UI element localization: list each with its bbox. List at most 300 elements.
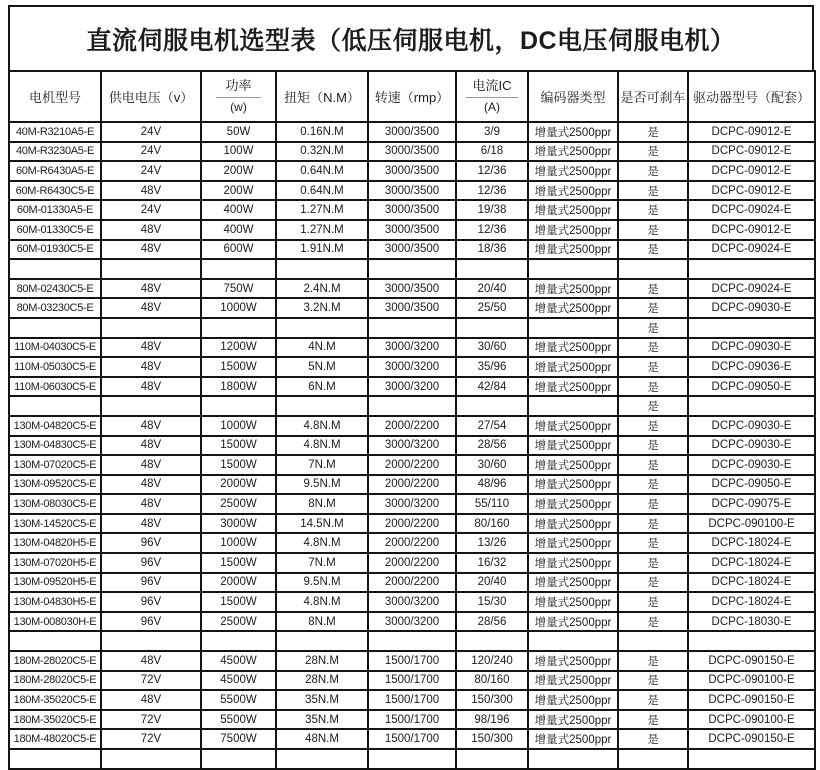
cell-current: 28/56 [456,612,528,632]
cell-voltage: 96V [101,553,201,573]
cell-brake: 是 [618,514,688,534]
cell-brake: 是 [618,200,688,220]
cell-voltage: 96V [101,533,201,553]
header-main-label: 电流IC [466,78,517,97]
cell-current: 19/38 [456,200,528,220]
cell-torque [276,631,368,651]
cell-current: 150/300 [456,729,528,749]
table-row [9,514,815,534]
cell-model: 130M-07020C5-E [9,455,101,475]
cell-power: 750W [201,279,276,299]
cell-model [9,318,101,338]
cell-power: 1000W [201,416,276,436]
cell-brake: 是 [618,240,688,260]
cell-torque: 7N.M [276,455,368,475]
cell-power [201,749,276,769]
cell-speed [368,259,456,279]
cell-torque [276,259,368,279]
cell-voltage: 48V [101,240,201,260]
cell-current: 42/84 [456,377,528,397]
cell-brake: 是 [618,181,688,201]
table-row [9,533,815,553]
cell-voltage: 48V [101,475,201,495]
table-row [9,240,815,260]
cell-model: 110M-04030C5-E [9,338,101,358]
table-row [9,298,815,318]
cell-speed [368,749,456,769]
cell-driver: DCPC-09012-E [688,220,815,240]
column-header-brake: 是否可刹车 [618,71,688,122]
cell-speed: 1500/1700 [368,690,456,710]
cell-voltage: 48V [101,338,201,358]
cell-model: 130M-09520C5-E [9,475,101,495]
cell-power: 5500W [201,690,276,710]
table-row [9,475,815,495]
cell-voltage: 48V [101,181,201,201]
cell-brake: 是 [618,357,688,377]
cell-voltage: 72V [101,671,201,691]
cell-speed: 3000/3200 [368,357,456,377]
cell-driver: DCPC-09012-E [688,161,815,181]
cell-voltage [101,396,201,416]
cell-model: 60M-01330A5-E [9,200,101,220]
cell-voltage: 48V [101,494,201,514]
table-row [9,592,815,612]
cell-encoder [528,631,618,651]
cell-voltage: 48V [101,298,201,318]
cell-torque: 2.4N.M [276,279,368,299]
cell-encoder: 增量式2500ppr [528,122,618,142]
column-header-current [456,71,528,122]
two-line-header [202,78,275,114]
cell-power: 1000W [201,533,276,553]
cell-brake: 是 [618,573,688,593]
cell-model: 130M-008030H-E [9,612,101,632]
cell-brake: 是 [618,612,688,632]
table-row [9,729,815,749]
cell-driver: DCPC-090100-E [688,671,815,691]
cell-encoder: 增量式2500ppr [528,377,618,397]
cell-driver: DCPC-09012-E [688,181,815,201]
cell-model: 180M-28020C5-E [9,671,101,691]
cell-voltage: 48V [101,416,201,436]
cell-voltage: 24V [101,161,201,181]
cell-torque: 9.5N.M [276,475,368,495]
cell-torque: 35N.M [276,690,368,710]
cell-power: 1500W [201,553,276,573]
cell-power: 5500W [201,710,276,730]
cell-encoder [528,318,618,338]
cell-brake: 是 [618,671,688,691]
table-row [9,142,815,162]
cell-brake: 是 [618,710,688,730]
cell-driver: DCPC-09075-E [688,494,815,514]
cell-power: 3000W [201,514,276,534]
table-row [9,357,815,377]
cell-driver [688,318,815,338]
column-header-driver: 驱动器型号（配套） [688,71,815,122]
cell-model: 80M-03230C5-E [9,298,101,318]
table-row [9,455,815,475]
cell-model: 60M-01930C5-E [9,240,101,260]
cell-power: 4500W [201,651,276,671]
cell-speed: 2000/2200 [368,455,456,475]
cell-voltage: 96V [101,592,201,612]
cell-speed: 1500/1700 [368,710,456,730]
cell-power: 4500W [201,671,276,691]
cell-torque: 5N.M [276,357,368,377]
cell-torque: 4.8N.M [276,416,368,436]
column-header-torque: 扭矩（N.M） [276,71,368,122]
header-unit-label: (w) [230,99,247,114]
cell-voltage: 48V [101,690,201,710]
cell-encoder: 增量式2500ppr [528,279,618,299]
cell-driver: DCPC-09036-E [688,357,815,377]
cell-current: 28/56 [456,436,528,456]
cell-brake: 是 [618,455,688,475]
cell-power: 2000W [201,573,276,593]
cell-voltage: 48V [101,514,201,534]
cell-torque: 9.5N.M [276,573,368,593]
cell-current: 12/36 [456,220,528,240]
cell-torque [276,396,368,416]
cell-encoder: 增量式2500ppr [528,240,618,260]
cell-power: 600W [201,240,276,260]
cell-brake: 是 [618,416,688,436]
cell-speed: 2000/2200 [368,416,456,436]
cell-power: 200W [201,181,276,201]
cell-model: 60M-R6430C5-E [9,181,101,201]
cell-current: 16/32 [456,553,528,573]
cell-current: 98/196 [456,710,528,730]
cell-speed: 3000/3500 [368,200,456,220]
cell-model [9,631,101,651]
cell-power: 400W [201,220,276,240]
two-line-header [457,78,527,114]
cell-torque: 48N.M [276,729,368,749]
cell-model [9,749,101,769]
cell-speed [368,396,456,416]
cell-speed: 1500/1700 [368,729,456,749]
cell-brake: 是 [618,122,688,142]
cell-power: 2500W [201,612,276,632]
cell-model: 130M-04820C5-E [9,416,101,436]
cell-current: 30/60 [456,455,528,475]
cell-speed: 3000/3200 [368,494,456,514]
cell-voltage: 72V [101,729,201,749]
cell-driver: DCPC-18024-E [688,592,815,612]
cell-voltage: 48V [101,651,201,671]
cell-brake: 是 [618,475,688,495]
cell-speed: 3000/3500 [368,279,456,299]
cell-brake: 是 [618,377,688,397]
cell-driver: DCPC-09012-E [688,122,815,142]
cell-power: 1000W [201,298,276,318]
table-row [9,612,815,632]
cell-brake: 是 [618,396,688,416]
cell-voltage: 24V [101,142,201,162]
table-row [9,690,815,710]
motor-selection-sheet [8,5,814,770]
cell-current: 20/40 [456,573,528,593]
cell-speed: 3000/3500 [368,181,456,201]
table-header [9,71,815,122]
cell-speed: 1500/1700 [368,651,456,671]
cell-driver [688,396,815,416]
cell-encoder [528,259,618,279]
cell-torque: 4.8N.M [276,533,368,553]
cell-torque: 1.91N.M [276,240,368,260]
cell-current: 12/36 [456,161,528,181]
cell-encoder: 增量式2500ppr [528,533,618,553]
cell-driver [688,631,815,651]
cell-driver: DCPC-18024-E [688,533,815,553]
cell-encoder: 增量式2500ppr [528,710,618,730]
table-row [9,279,815,299]
cell-brake: 是 [618,651,688,671]
cell-brake: 是 [618,729,688,749]
cell-driver: DCPC-090100-E [688,514,815,534]
cell-model: 130M-04830H5-E [9,592,101,612]
cell-torque: 4.8N.M [276,436,368,456]
cell-speed: 2000/2200 [368,553,456,573]
cell-speed: 2000/2200 [368,573,456,593]
cell-speed: 2000/2200 [368,533,456,553]
cell-driver [688,259,815,279]
cell-voltage: 96V [101,573,201,593]
cell-torque: 0.64N.M [276,181,368,201]
cell-power: 50W [201,122,276,142]
cell-brake: 是 [618,318,688,338]
cell-brake: 是 [618,533,688,553]
separator-row [9,749,815,769]
cell-current: 13/26 [456,533,528,553]
header-row [9,71,815,122]
cell-torque: 8N.M [276,612,368,632]
cell-encoder: 增量式2500ppr [528,475,618,495]
table-row [9,436,815,456]
cell-brake [618,259,688,279]
cell-model: 40M-R3210A5-E [9,122,101,142]
cell-model: 130M-08030C5-E [9,494,101,514]
cell-current: 25/50 [456,298,528,318]
header-unit-label: (A) [484,99,500,114]
cell-power [201,259,276,279]
cell-driver: DCPC-09050-E [688,475,815,495]
cell-voltage [101,318,201,338]
cell-brake: 是 [618,553,688,573]
table-row [9,377,815,397]
cell-encoder: 增量式2500ppr [528,357,618,377]
cell-current: 3/9 [456,122,528,142]
cell-power: 7500W [201,729,276,749]
cell-speed [368,318,456,338]
cell-torque: 0.16N.M [276,122,368,142]
cell-encoder: 增量式2500ppr [528,651,618,671]
cell-driver: DCPC-18024-E [688,553,815,573]
cell-current: 20/40 [456,279,528,299]
cell-speed: 3000/3500 [368,161,456,181]
cell-encoder: 增量式2500ppr [528,416,618,436]
cell-brake: 是 [618,142,688,162]
cell-torque: 35N.M [276,710,368,730]
cell-torque: 0.64N.M [276,161,368,181]
column-header-encoder: 编码器类型 [528,71,618,122]
cell-driver: DCPC-09024-E [688,240,815,260]
cell-brake: 是 [618,161,688,181]
cell-current: 48/96 [456,475,528,495]
cell-power: 2000W [201,475,276,495]
cell-encoder: 增量式2500ppr [528,220,618,240]
column-header-model: 电机型号 [9,71,101,122]
table-row [9,651,815,671]
cell-current: 15/30 [456,592,528,612]
separator-row [9,396,815,416]
cell-driver: DCPC-09050-E [688,377,815,397]
cell-power: 400W [201,200,276,220]
cell-encoder: 增量式2500ppr [528,436,618,456]
cell-encoder: 增量式2500ppr [528,181,618,201]
cell-speed: 3000/3500 [368,298,456,318]
separator-row [9,318,815,338]
cell-encoder: 增量式2500ppr [528,298,618,318]
cell-speed: 3000/3200 [368,338,456,358]
cell-speed: 3000/3500 [368,220,456,240]
cell-power: 1500W [201,592,276,612]
column-header-power [201,71,276,122]
cell-driver: DCPC-090100-E [688,710,815,730]
cell-brake: 是 [618,338,688,358]
cell-brake: 是 [618,298,688,318]
cell-brake: 是 [618,690,688,710]
table-row [9,710,815,730]
cell-driver: DCPC-09012-E [688,142,815,162]
cell-torque: 1.27N.M [276,200,368,220]
cell-torque: 4N.M [276,338,368,358]
cell-torque: 14.5N.M [276,514,368,534]
cell-torque [276,749,368,769]
table-row [9,181,815,201]
cell-power: 1500W [201,436,276,456]
cell-driver: DCPC-09030-E [688,338,815,358]
cell-torque: 7N.M [276,553,368,573]
cell-brake [618,631,688,651]
cell-model: 130M-14520C5-E [9,514,101,534]
cell-power: 1500W [201,455,276,475]
cell-model: 60M-01330C5-E [9,220,101,240]
table-row [9,573,815,593]
table-row [9,161,815,181]
cell-encoder: 增量式2500ppr [528,142,618,162]
cell-voltage: 48V [101,279,201,299]
cell-model: 80M-02430C5-E [9,279,101,299]
cell-speed: 1500/1700 [368,671,456,691]
cell-current: 12/36 [456,181,528,201]
cell-encoder [528,396,618,416]
cell-power: 200W [201,161,276,181]
table-row [9,671,815,691]
cell-model: 130M-07020H5-E [9,553,101,573]
cell-encoder: 增量式2500ppr [528,338,618,358]
cell-encoder: 增量式2500ppr [528,553,618,573]
cell-voltage: 72V [101,710,201,730]
cell-current [456,396,528,416]
cell-encoder [528,749,618,769]
table-row [9,553,815,573]
cell-driver: DCPC-09024-E [688,279,815,299]
cell-brake: 是 [618,592,688,612]
table-row [9,122,815,142]
cell-voltage [101,631,201,651]
cell-current: 27/54 [456,416,528,436]
cell-power: 1200W [201,338,276,358]
table-body [9,122,815,769]
cell-power [201,631,276,651]
cell-torque: 28N.M [276,671,368,691]
cell-current: 30/60 [456,338,528,358]
column-header-speed: 转速（rmp） [368,71,456,122]
cell-driver: DCPC-090150-E [688,690,815,710]
cell-current: 55/110 [456,494,528,514]
cell-driver: DCPC-090150-E [688,729,815,749]
cell-torque: 0.32N.M [276,142,368,162]
cell-current: 35/96 [456,357,528,377]
cell-voltage: 24V [101,122,201,142]
cell-driver: DCPC-090150-E [688,651,815,671]
table-row [9,494,815,514]
cell-driver: DCPC-09030-E [688,416,815,436]
cell-voltage: 96V [101,612,201,632]
cell-encoder: 增量式2500ppr [528,592,618,612]
cell-voltage: 48V [101,436,201,456]
cell-speed: 3000/3200 [368,612,456,632]
cell-speed: 3000/3200 [368,377,456,397]
cell-driver: DCPC-09030-E [688,298,815,318]
cell-brake: 是 [618,436,688,456]
cell-driver: DCPC-09024-E [688,200,815,220]
cell-encoder: 增量式2500ppr [528,573,618,593]
cell-encoder: 增量式2500ppr [528,200,618,220]
cell-torque: 1.27N.M [276,220,368,240]
cell-encoder: 增量式2500ppr [528,690,618,710]
cell-encoder: 增量式2500ppr [528,729,618,749]
cell-brake: 是 [618,494,688,514]
table-row [9,338,815,358]
cell-speed: 2000/2200 [368,475,456,495]
cell-power: 1800W [201,377,276,397]
cell-voltage: 24V [101,200,201,220]
cell-model [9,259,101,279]
cell-speed: 3000/3500 [368,240,456,260]
cell-power: 1500W [201,357,276,377]
cell-model: 130M-09520H5-E [9,573,101,593]
cell-encoder: 增量式2500ppr [528,671,618,691]
cell-driver: DCPC-09030-E [688,455,815,475]
cell-current [456,259,528,279]
cell-model: 180M-35020C5-E [9,690,101,710]
separator-row [9,259,815,279]
cell-speed: 3000/3500 [368,142,456,162]
cell-voltage: 48V [101,220,201,240]
cell-current: 18/36 [456,240,528,260]
cell-torque: 4.8N.M [276,592,368,612]
table-row [9,416,815,436]
cell-torque [276,318,368,338]
table-row [9,200,815,220]
cell-model: 110M-06030C5-E [9,377,101,397]
cell-current: 80/160 [456,671,528,691]
cell-speed: 3000/3200 [368,436,456,456]
